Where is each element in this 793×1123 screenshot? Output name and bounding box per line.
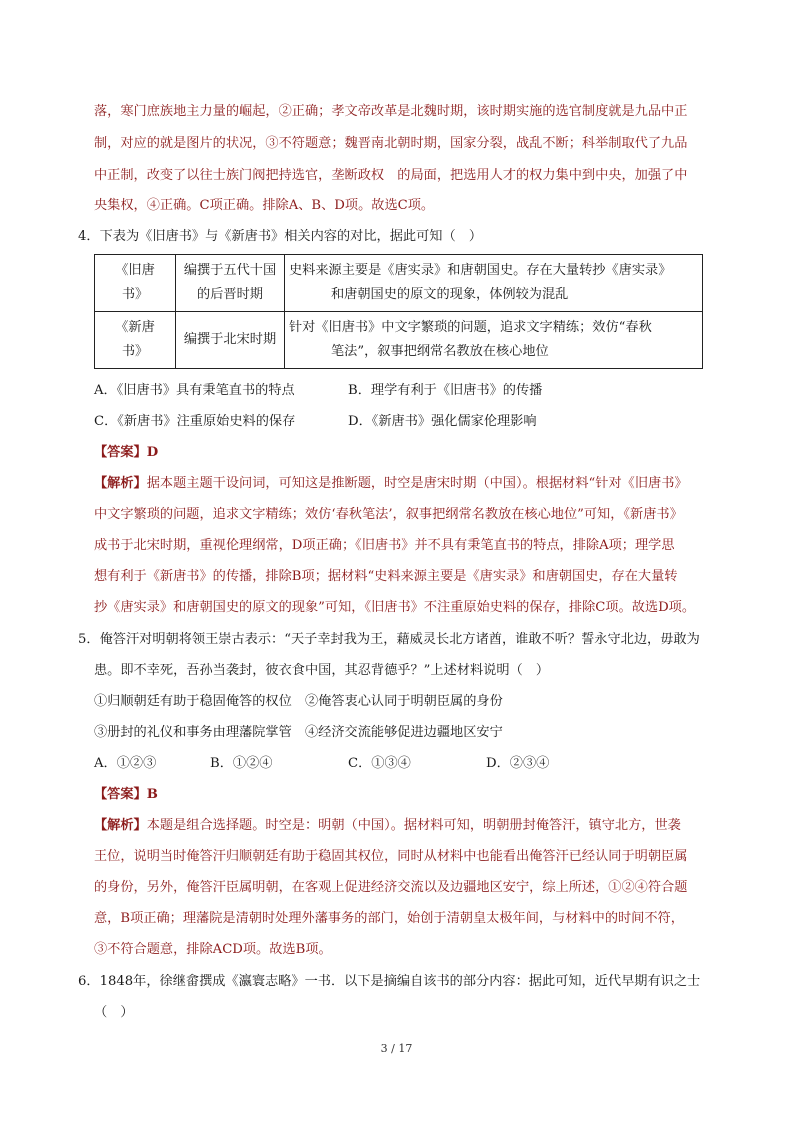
option-b: B．①②④: [210, 756, 273, 771]
question-6-stem: 6．1848年，徐继畲撰成《瀛寰志略》一书．以下是摘编自该书的部分内容：据此可知，近代早期有识之士: [78, 974, 701, 989]
option-d: D．《新唐书》强化儒家伦理影响: [348, 414, 537, 429]
analysis-line: 成书于北宋时期，重视伦理纲常，D项正确；《旧唐书》并不具有秉笔直书的特点，排除A项；理学思: [94, 538, 675, 553]
analysis-line: 抄《唐实录》和唐朝国史的原文的现象”可知，《旧唐书》不注重原始史料的保存，排除C项。故选D项。: [94, 600, 696, 615]
analysis-line: 王位，说明当时俺答汗归顺朝廷有助于稳固其权位，同时从材料中也能看出俺答汗已经认同于明朝臣属: [94, 849, 688, 864]
analysis-line: 制，对应的就是图片的状况，③不符题意；魏晋南北朝时期，国家分裂，战乱不断；科举制取代了九品: [94, 136, 688, 151]
statement-line: ①归顺朝廷有助于稳固俺答的权位 ②俺答衷心认同于明朝臣属的身份: [94, 694, 503, 709]
analysis-line: 的身份，另外，俺答汗臣属明朝，在客观上促进经济交流以及边疆地区安宁，综上所述，①②④符合题: [94, 880, 688, 895]
page-number: 3 / 17: [380, 1042, 413, 1055]
option-a: A．《旧唐书》具有秉笔直书的特点: [94, 383, 295, 398]
table-cell: 编撰于五代十国 的后晋时期: [176, 255, 285, 312]
question-4-stem: 4．下表为《旧唐书》与《新唐书》相关内容的对比，据此可知（ ）: [78, 229, 483, 244]
table-row: [95, 255, 703, 312]
answer-label: 【答案】B: [94, 787, 158, 802]
question-6-stem: （ ）: [94, 1005, 134, 1020]
analysis-line: 想有利于《新唐书》的传播，排除B项；据材料“史料来源主要是《唐实录》和唐朝国史，存在大量转: [94, 569, 678, 584]
option-b: B．理学有利于《旧唐书》的传播: [348, 383, 543, 398]
option-a: A．①②③: [94, 756, 157, 771]
analysis-line: 【解析】本题是组合选择题。时空是：明朝（中国）。据材料可知，明朝册封俺答汗，镇守北方，世袭: [94, 818, 681, 833]
analysis-line: 落，寒门庶族地主力量的崛起，②正确；孝文帝改革是北魏时期，该时期实施的选官制度就是九品中正: [94, 104, 688, 119]
question-5-stem: 患。即不幸死，吾孙当袭封，彼衣食中国，其忍背德乎？”上述材料说明（ ）: [94, 663, 550, 678]
question-5-stem: 5．俺答汗对明朝将领王崇古表示：“天子幸封我为王，藉威灵长北方诸酋，谁敢不听？誓永守北边，毋敢为: [78, 632, 700, 647]
option-d: D．②③④: [486, 756, 550, 771]
analysis-line: 央集权，④正确。C项正确。排除A、B、D项。故选C项。: [94, 198, 435, 213]
table-cell: 《旧唐 书》: [95, 255, 176, 312]
analysis-line: 意，B项正确；理藩院是清朝时处理外藩事务的部门，始创于清朝皇太极年间，与材料中的时间不符，: [94, 911, 684, 926]
table-cell: 史料来源主要是《唐实录》和唐朝国史。存在大量转抄《唐实录》 和唐朝国史的原文的现象，体例较为混乱: [285, 255, 703, 312]
analysis-line: 中文字繁琐的问题，追求文字精练；效仿‘春秋笔法’，叙事把纲常名教放在核心地位”可知，《新唐书》: [94, 507, 683, 522]
table-cell: 《新唐 书》: [95, 312, 176, 369]
option-c: C．①③④: [348, 756, 411, 771]
table-cell: 针对《旧唐书》中文字繁琐的问题，追求文字精练；效仿“春秋 笔法”，叙事把纲常名教放在核心地位: [285, 312, 703, 369]
analysis-tag: 【解析】: [94, 818, 147, 833]
answer-label: 【答案】D: [94, 445, 159, 460]
analysis-line: 【解析】据本题主题干设问词，可知这是推断题，时空是唐宋时期（中国）。根据材料“针对《旧唐书》: [94, 476, 688, 491]
statement-line: ③册封的礼仪和事务由理藩院掌管 ④经济交流能够促进边疆地区安宁: [94, 725, 503, 740]
table-cell: 编撰于北宋时期: [176, 312, 285, 369]
analysis-line: ③不符合题意，排除ACD项。故选B项。: [94, 942, 332, 957]
comparison-table: [94, 254, 703, 369]
analysis-line: 中正制，改变了以往士族门阀把持选官，垄断政权 的局面，把选用人才的权力集中到中央，加强了中: [94, 168, 688, 183]
analysis-tag: 【解析】: [94, 476, 147, 491]
option-c: C．《新唐书》注重原始史料的保存: [94, 414, 296, 429]
table-row: [95, 312, 703, 369]
